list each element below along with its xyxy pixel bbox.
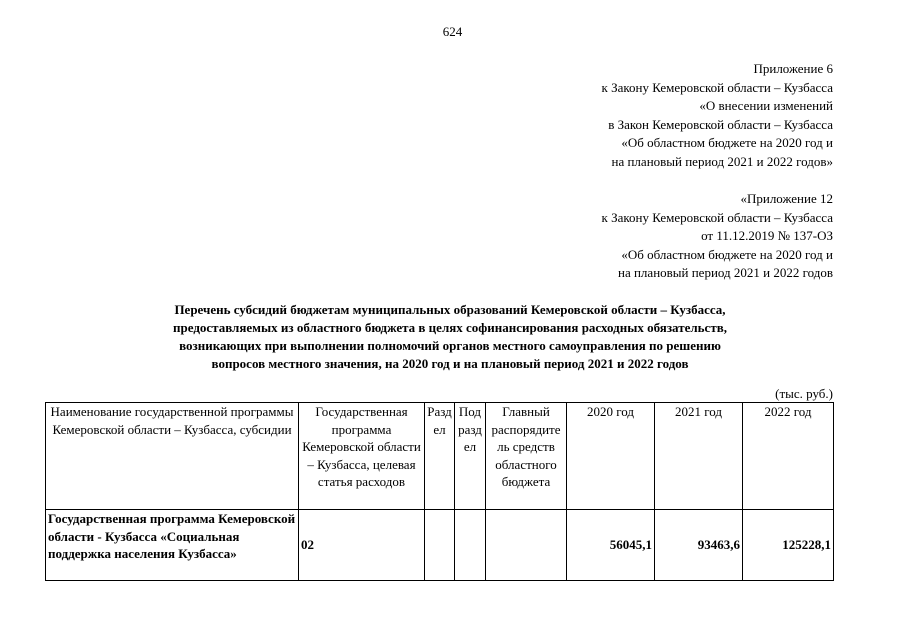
table-row <box>46 510 834 581</box>
row-value-2020: 56045,1 <box>567 510 655 581</box>
appendix-6-line: к Закону Кемеровской области – Кузбасса <box>601 79 833 95</box>
page-number: 624 <box>442 24 463 39</box>
title-line: вопросов местного значения, на 2020 год и на плановый период 2021 и 2022 годов <box>211 356 689 371</box>
header-2022: 2022 год <box>743 403 834 510</box>
row-manager <box>486 510 567 581</box>
header-2021: 2021 год <box>655 403 743 510</box>
appendix-12-line: от 11.12.2019 № 137-ОЗ <box>701 228 833 243</box>
appendix-6-header <box>602 60 834 171</box>
header-2020: 2020 год <box>567 403 655 510</box>
appendix-6-line: «Об областном бюджете на 2020 год и <box>621 135 833 150</box>
title-line: Перечень субсидий бюджетам муниципальных образований Кемеровской области – Кузбасса, <box>174 302 726 317</box>
appendix-12-header <box>602 190 834 283</box>
row-value-2022: 125228,1 <box>743 510 834 581</box>
header-program-name: Наименование государственной программы Кемеровской области – Кузбасса, субсидии <box>46 403 299 510</box>
units-label: (тыс. руб.) <box>775 386 833 401</box>
appendix-6-line: в Закон Кемеровской области – Кузбасса <box>608 116 833 132</box>
appendix-12-line: «Об областном бюджете на 2020 год и <box>621 246 833 262</box>
appendix-6-line: на плановый период 2021 и 2022 годов» <box>611 153 833 169</box>
appendix-12-line: «Приложение 12 <box>740 191 833 206</box>
row-program-code: 02 <box>299 510 425 581</box>
document-title <box>40 301 860 373</box>
appendix-12-line: на плановый период 2021 и 2022 годов <box>618 265 833 280</box>
appendix-6-line: Приложение 6 <box>753 61 833 76</box>
title-line: предоставляемых из областного бюджета в целях софинансирования расходных обязательств, <box>173 320 727 335</box>
subsidies-table <box>45 402 834 581</box>
header-manager: Главный распорядите ль средств областного бюджета <box>486 403 567 510</box>
header-subsection: Под разд ел <box>455 403 486 510</box>
row-value-2021: 93463,6 <box>655 510 743 581</box>
appendix-12-line: к Закону Кемеровской области – Кузбасса <box>601 209 833 225</box>
table-header-row <box>46 403 834 510</box>
row-subsection <box>455 510 486 581</box>
header-program-code: Государственная программа Кемеровской области – Кузбасса, целевая статья расходов <box>299 403 425 510</box>
row-section <box>425 510 455 581</box>
header-section: Разд ел <box>425 403 455 510</box>
appendix-6-line: «О внесении изменений <box>699 98 833 113</box>
title-line: возникающих при выполнении полномочий органов местного самоуправления по решению <box>179 338 721 353</box>
row-program-name: Государственная программа Кемеровской области - Кузбасса «Социальная поддержка населения Кузбасса» <box>46 510 299 581</box>
